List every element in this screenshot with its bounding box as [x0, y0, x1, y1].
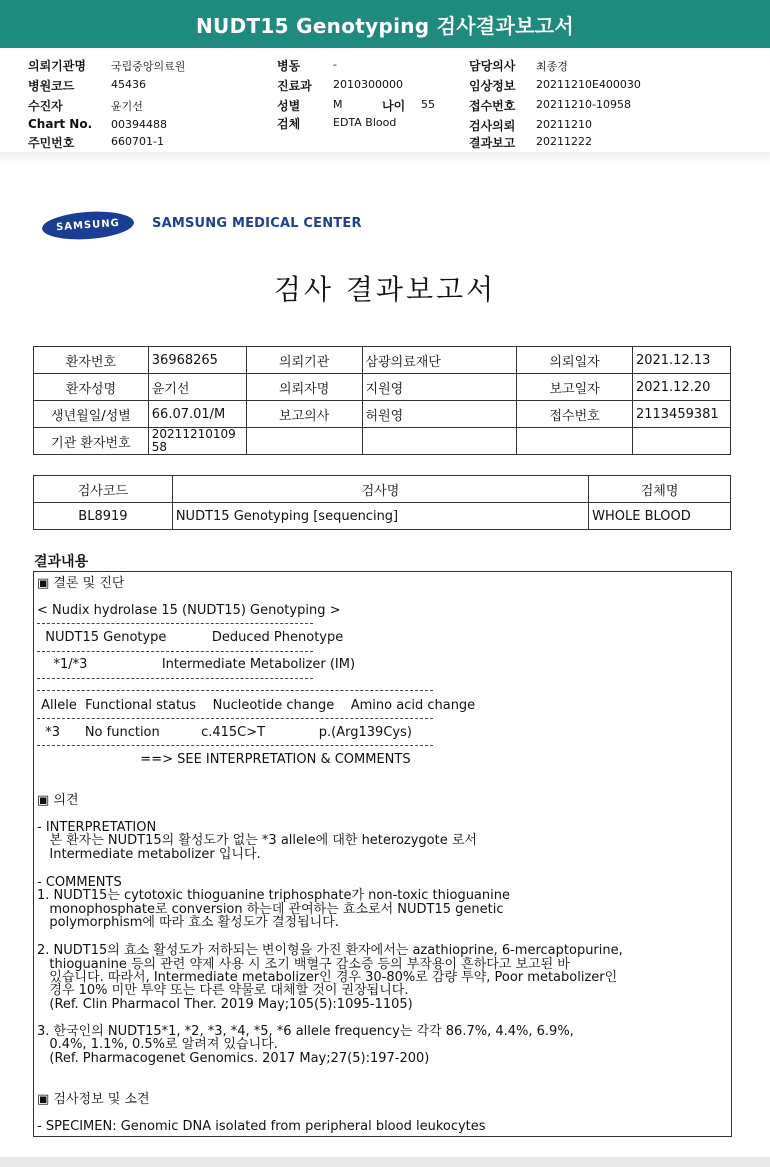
result-line: ==> SEE INTERPRETATION & COMMENTS [37, 752, 411, 767]
result-line: 본 환자는 NUDT15의 활성도가 없는 *3 allele에 대한 heterozygote 로서 [37, 833, 477, 848]
header-label: 검체 [277, 117, 301, 131]
header-value: 윤기선 [111, 100, 143, 113]
divider-dashed [37, 690, 433, 691]
divider-dashed [37, 651, 313, 652]
result-line: Allele Functional status Nucleotide change Amino acid change [37, 698, 476, 713]
patient-field-label [246, 428, 362, 455]
divider-dashed [37, 678, 313, 679]
header-value: M [333, 98, 343, 111]
test-table-header [34, 476, 731, 503]
header-label: 병원코드 [28, 79, 75, 93]
result-line: *1/*3 Intermediate Metabolizer (IM) [37, 657, 356, 672]
patient-field-value: 지원영 [362, 374, 517, 401]
header-value: - [333, 58, 337, 71]
result-line: 0.4%, 1.1%, 0.5%로 알려져 있습니다. [37, 1037, 278, 1052]
header-value: 국립중앙의료원 [111, 60, 186, 73]
result-line: - COMMENTS [37, 875, 122, 890]
header-value: 660701-1 [111, 135, 164, 148]
result-line: ▣ 결론 및 진단 [37, 576, 125, 591]
result-line: 1. NUDT15는 cytotoxic thioguanine triphosphate가 non-toxic thioguanine [37, 888, 510, 903]
result-line: (Ref. Pharmacogenet Genomics. 2017 May;27(5):197-200) [37, 1051, 430, 1066]
result-line: - SPECIMEN: Genomic DNA isolated from peripheral blood leukocytes [37, 1119, 486, 1134]
report-header [0, 54, 770, 150]
test-name: NUDT15 Genotyping [sequencing] [172, 503, 588, 530]
header-label: 주민번호 [28, 136, 75, 150]
header-value: 20211222 [536, 135, 592, 148]
section-divider [0, 152, 770, 164]
result-line: ▣ 검사정보 및 소견 [37, 1092, 150, 1107]
header-value: 20211210-10958 [536, 98, 631, 111]
patient-field-label: 의뢰자명 [246, 374, 362, 401]
result-section-title: 결과내용 [34, 554, 89, 570]
result-line: polymorphism에 따라 효소 활성도가 결정됩니다. [37, 915, 339, 930]
patient-field-label: 접수번호 [517, 401, 633, 428]
patient-field-value: 2113459381 [632, 401, 730, 428]
header-label: Chart No. [28, 117, 93, 131]
patient-field-label: 보고일자 [517, 374, 633, 401]
result-line: 경우 10% 미만 투약 또는 다른 약물로 대체할 것이 권장됩니다. [37, 983, 409, 998]
result-line: < Nudix hydrolase 15 (NUDT15) Genotyping > [37, 603, 341, 618]
test-info-table [33, 475, 731, 530]
report-title-bar [0, 0, 770, 48]
age-value: 55 [421, 98, 435, 111]
result-line: ▣ 의견 [37, 793, 79, 808]
header-label: 결과보고 [469, 136, 516, 150]
patient-field-value: 허원영 [362, 401, 517, 428]
header-label: 병동 [277, 59, 301, 73]
patient-table-row [34, 347, 731, 374]
result-line: (Ref. Clin Pharmacol Ther. 2019 May;105(5):1095-1105) [37, 997, 413, 1012]
patient-field-value: 삼광의료재단 [362, 347, 517, 374]
test-name-header: 검사명 [172, 476, 588, 503]
result-line: 있습니다. 따라서, Intermediate metabolizer인 경우 30-80%로 감량 투약, Poor metabolizer인 [37, 970, 618, 985]
logo-ellipse-text: SAMSUNG [55, 217, 121, 234]
samsung-logo [41, 209, 135, 242]
page-bottom-band [0, 1157, 770, 1167]
patient-field-value [362, 428, 517, 455]
patient-field-label: 환자번호 [34, 347, 149, 374]
header-label: 수진자 [28, 99, 63, 113]
document-title: 검사 결과보고서 [273, 273, 497, 306]
divider-dashed [37, 718, 433, 719]
patient-field-value: 20211210109 58 [148, 428, 246, 455]
patient-field-label: 보고의사 [246, 401, 362, 428]
report-title: NUDT15 Genotyping 검사결과보고서 [195, 13, 574, 38]
patient-field-label: 생년월일/성별 [34, 401, 149, 428]
test-table-row [34, 503, 731, 530]
result-content-box [33, 571, 732, 1137]
patient-field-label: 환자성명 [34, 374, 149, 401]
patient-field-label [517, 428, 633, 455]
header-label: 담당의사 [469, 59, 516, 73]
test-code: BL8919 [34, 503, 173, 530]
result-line: 3. 한국인의 NUDT15*1, *2, *3, *4, *5, *6 allele frequency는 각각 86.7%, 4.4%, 6.9%, [37, 1024, 574, 1039]
patient-field-label: 의뢰기관 [246, 347, 362, 374]
header-label: 진료과 [277, 79, 312, 93]
divider-dashed [37, 623, 313, 624]
patient-field-label: 기관 환자번호 [34, 428, 149, 455]
header-label: 성별 [277, 99, 301, 113]
specimen-name: WHOLE BLOOD [589, 503, 731, 530]
header-label: 임상정보 [469, 79, 516, 93]
patient-info-table [33, 346, 731, 455]
result-line: 2. NUDT15의 효소 활성도가 저하되는 변이형을 가진 환자에서는 azathioprine, 6-mercaptopurine, [37, 943, 623, 958]
patient-field-value: 2021.12.13 [632, 347, 730, 374]
header-value: 최종경 [536, 60, 568, 73]
header-label: 의뢰기관명 [28, 59, 86, 73]
hospital-name: SAMSUNG MEDICAL CENTER [152, 216, 362, 231]
patient-field-value: 36968265 [148, 347, 246, 374]
result-line: Intermediate metabolizer 입니다. [37, 847, 261, 862]
age-label: 나이 [382, 99, 406, 113]
divider-dashed [37, 745, 433, 746]
header-value: 20211210E400030 [536, 78, 641, 91]
patient-field-value: 윤기선 [148, 374, 246, 401]
result-line: - INTERPRETATION [37, 820, 157, 835]
patient-table-row [34, 374, 731, 401]
test-code-header: 검사코드 [34, 476, 173, 503]
header-value: 45436 [111, 78, 146, 91]
patient-table-row [34, 401, 731, 428]
patient-field-label: 의뢰일자 [517, 347, 633, 374]
patient-field-value [632, 428, 730, 455]
header-label: 검사의뢰 [469, 119, 516, 133]
result-line: monophosphate로 conversion 하는데 관여하는 효소로서 NUDT15 genetic [37, 902, 504, 917]
header-value: 00394488 [111, 118, 167, 131]
specimen-header: 검체명 [589, 476, 731, 503]
header-value: 2010300000 [333, 78, 403, 91]
result-line: NUDT15 Genotype Deduced Phenotype [37, 630, 344, 645]
patient-table-row [34, 428, 731, 455]
result-line: *3 No function c.415C>T p.(Arg139Cys) [37, 725, 412, 740]
patient-field-value: 66.07.01/M [148, 401, 246, 428]
header-label: 접수번호 [469, 99, 516, 113]
header-value: EDTA Blood [333, 116, 397, 129]
result-line: thioguanine 등의 관련 약제 사용 시 조기 백혈구 감소증 등의 부작용이 흔하다고 보고된 바 [37, 957, 570, 972]
patient-field-value: 2021.12.20 [632, 374, 730, 401]
header-value: 20211210 [536, 118, 592, 131]
